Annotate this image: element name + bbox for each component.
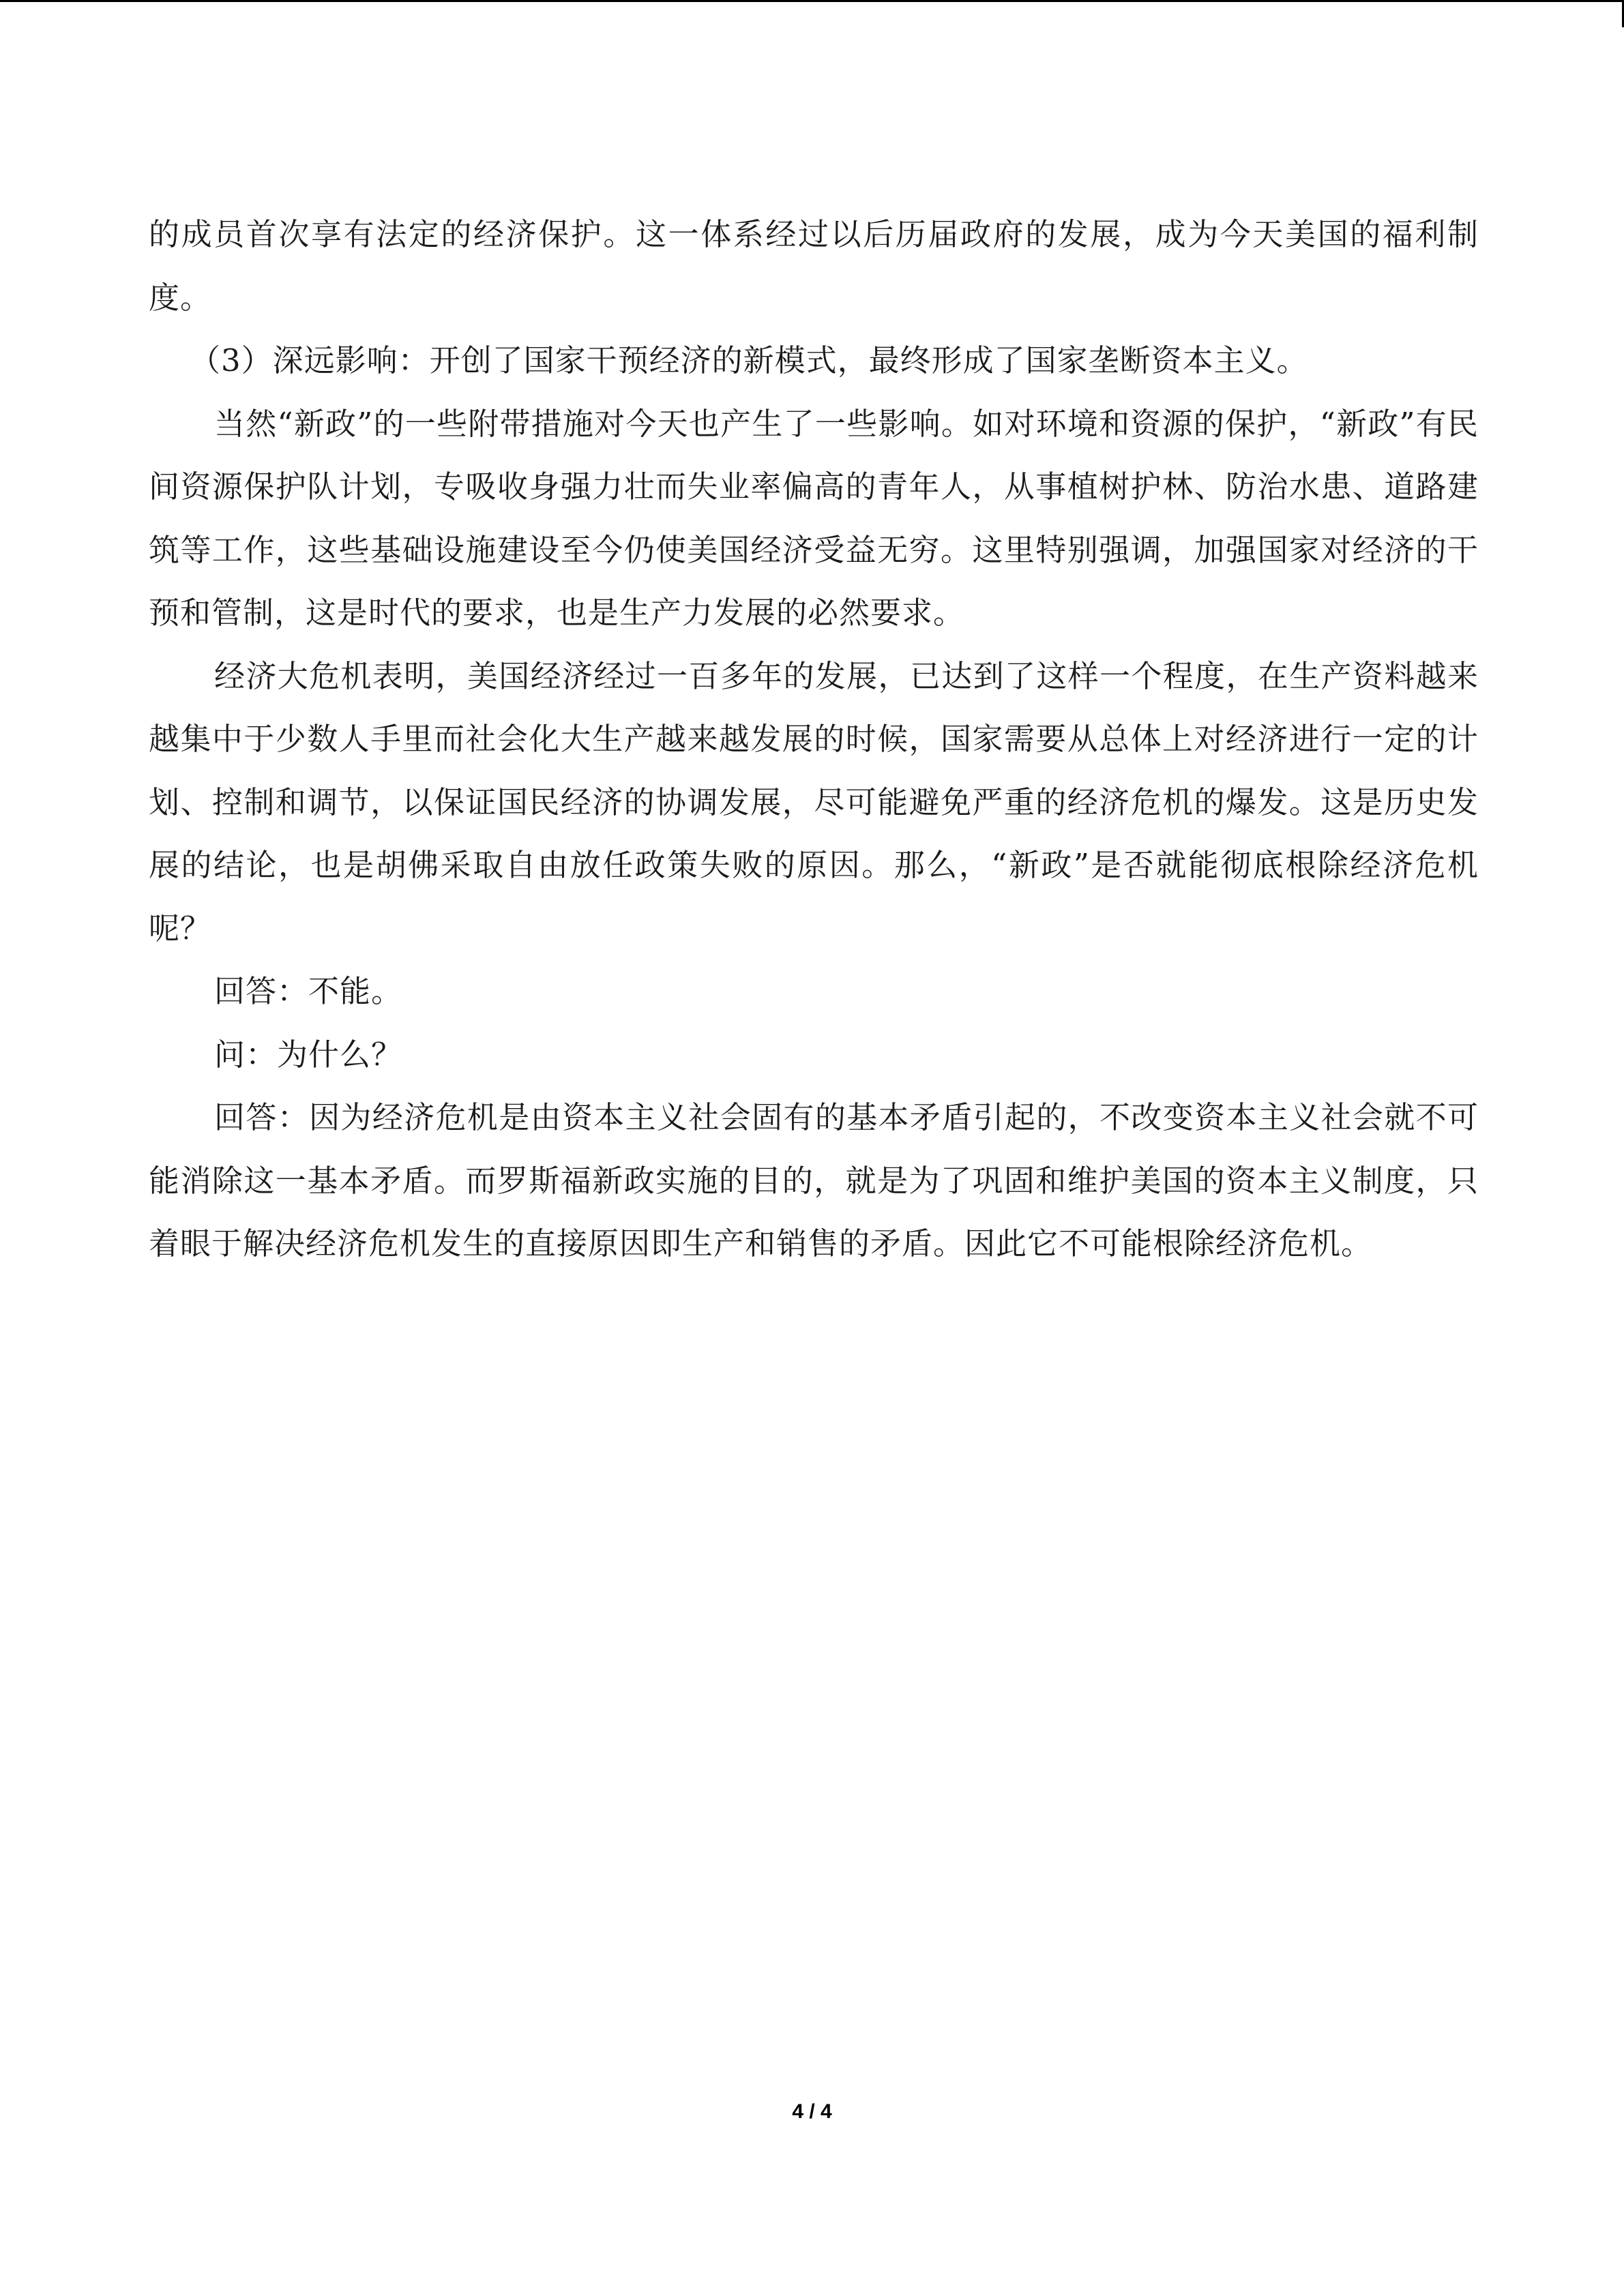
paragraph-answer-no: 回答：不能。 bbox=[214, 973, 403, 1009]
page-number: 4 / 4 bbox=[792, 2100, 832, 2123]
paragraph-new-deal-measures: 当然“新政”的一些附带措施对今天也产生了一些影响。如对环境和资源的保护，“新政”有民间资源保护队计划，专吸收身强力壮而失业率偏高的青年人，从事植树护林、防治水患、道路建筑等工作，这些基础设施建设至今仍使美国经济受益无穷。这里特别强调，加强国家对经济的干预和管制，这是时代的要求，也是生产力发展的必然要求。 bbox=[149, 405, 1479, 631]
paragraph-question-why: 问：为什么？ bbox=[214, 1036, 403, 1073]
paragraph-continuation: 的成员首次享有法定的经济保护。这一体系经过以后历届政府的发展，成为今天美国的福利制度。 bbox=[149, 216, 1479, 316]
top-border-line bbox=[0, 0, 1624, 2]
paragraph-answer-reason: 回答：因为经济危机是由资本主义社会固有的基本矛盾引起的，不改变资本主义社会就不可能消除这一基本矛盾。而罗斯福新政实施的目的，就是为了巩固和维护美国的资本主义制度，只着眼于解决经济危机发生的直接原因即生产和销售的矛盾。因此它不可能根除经济危机。 bbox=[149, 1099, 1479, 1262]
paragraph-far-reaching-impact: （3）深远影响：开创了国家干预经济的新模式，最终形成了国家垄断资本主义。 bbox=[190, 342, 1308, 378]
document-body bbox=[149, 203, 1479, 1276]
paragraph-great-depression: 经济大危机表明，美国经济经过一百多年的发展，已达到了这样一个程度，在生产资料越来越集中于少数人手里而社会化大生产越来越发展的时候，国家需要从总体上对经济进行一定的计划、控制和调节，以保证国民经济的协调发展，尽可能避免严重的经济危机的爆发。这是历史发展的结论，也是胡佛采取自由放任政策失败的原因。那么，“新政”是否就能彻底根除经济危机呢？ bbox=[149, 657, 1479, 946]
